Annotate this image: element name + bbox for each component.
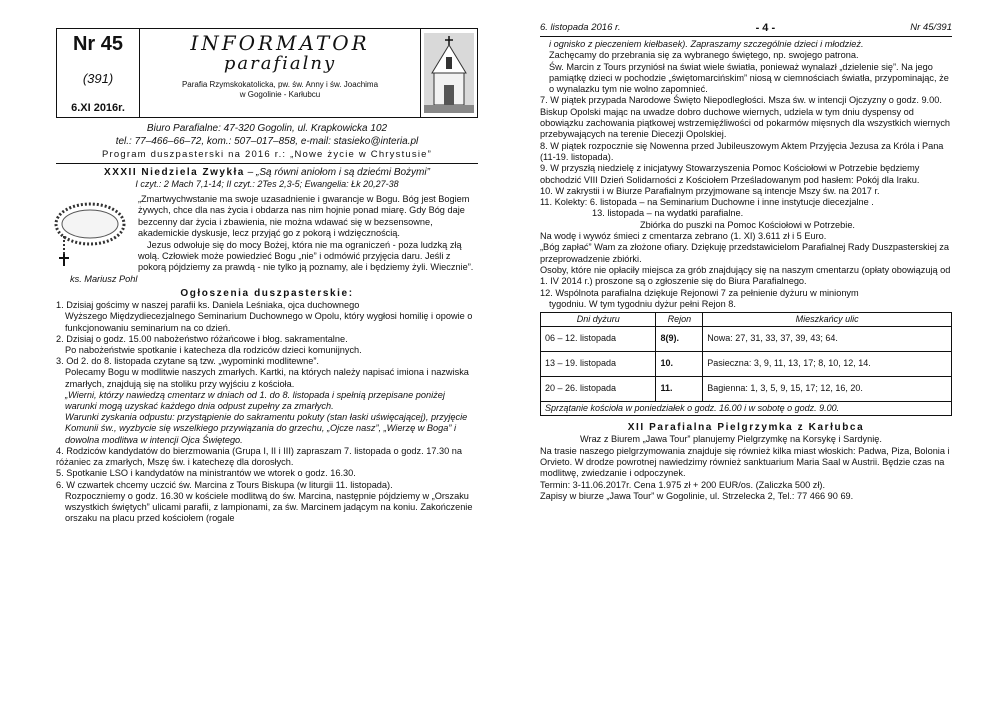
parish-name: Parafia Rzymskokatolicka, pw. św. Anny i św. Joachima bbox=[181, 80, 379, 89]
issue-number: Nr 45 bbox=[72, 33, 124, 55]
issue-box bbox=[57, 29, 140, 117]
table-header bbox=[541, 313, 952, 327]
title-box bbox=[140, 29, 420, 117]
right-page bbox=[496, 0, 992, 701]
thanks: „Bóg zapłać” Wam za złożone ofiary. Dziękuję przedstawicielom Parafialnej Rady Duszpasterskiej za przeprowadzenie zbiórki. bbox=[540, 242, 950, 264]
pilgrimage-route: Na trasie naszego pielgrzymowania znajduje się również kilka miast włoskich: Padwa, Piza, Bolonia i Orvieto. W drodze powrotnej nawiedzimy również sanktuarium Maria Saal w Austrii. Będzie czas na modlitwę, zwiedzanie i odpoczynek. bbox=[540, 445, 950, 479]
sunday-heading: XXXII Niedziela Zwykła – „Są równi aniołom i są dziećmi Bożymi” bbox=[104, 167, 430, 178]
sermon bbox=[56, 194, 478, 285]
masthead bbox=[56, 28, 478, 118]
announcement-1-detail: Wyższego Międzydiecezjalnego Seminarium Duchownego w Opolu, który wygłosi homilię i opowie o funkcjonowaniu seminarium na co dzień. bbox=[65, 311, 473, 333]
pilgrimage-signup: Zapisy w biurze „Jawa Tour” w Gogolinie, ul. Strzelecka 2, Tel.: 77 466 90 69. bbox=[540, 490, 854, 501]
grave-fees: Osoby, które nie opłaciły miejsca za grób znajdujący się na naszym cmentarzu (opłaty obowiązują od 1. IV 2014 r.) proszone są o zgłoszenie się do Biura Parafialnego. bbox=[540, 264, 951, 287]
newsletter-subtitle: parafialny bbox=[223, 53, 337, 74]
sermon-text-2: Jezus odwołuje się do mocy Bożej, która nie ma ograniczeń - poza ludzką złą wolą. Człowiek może powiedzieć Bogu „nie” i odmówić przyjęcia daru. Jeśli z pokorą pójdziemy za prawdą - nie tylko ją poznamy, ale i będziemy żyli. Wiecznie”. bbox=[138, 239, 474, 273]
collection-2: 13. listopada – na wydatki parafialne. bbox=[592, 208, 744, 219]
pilgrimage-intro: Wraz z Biurem „Jawa Tour” planujemy Pielgrzymkę na Korsykę i Sardynię. bbox=[580, 434, 882, 445]
announcement-8: 8. W piątek rozpocznie się Nowenna przed Jubileuszowym Aktem Przyjęcia Jezusa za Króla i Pana (11-19. listopada). bbox=[540, 140, 944, 162]
announcements-heading: Ogłoszenia duszpasterskie: bbox=[180, 288, 354, 300]
announcement-2-detail: Po nabożeństwie spotkanie i katecheza dla rodziców dzieci komunijnych. bbox=[65, 345, 362, 356]
collection-3: Zbiórka do puszki na Pomoc Kościołowi w Potrzebie. bbox=[640, 219, 855, 230]
announcement-7: 7. W piątek przypada Narodowe Święto Niepodległości. Msza św. w intencji Ojczyzny o godz. 9.00. Biskup Opolski mając na uwadze dobro duchowe wiernych, udziela w tym dniu dyspensy od obowiązku zachowania piątkowej wstrzemięźliwości od pokarmów mięsnych dla wszystkich wiernych przebywających na terenie Diecezji Opolskiej. bbox=[540, 95, 951, 140]
announcement-1: 1. Dzisiaj gościmy w naszej parafii ks. Daniela Leśniaka, ojca duchownego bbox=[56, 300, 360, 311]
continuation-3: Św. Marcin z Tours przyniósł na świat wiele światła, ponieważ wynalazł „dzielenie się”. Na jego pamiątkę dzieci w pochodzie „świętomarcińskim” niosą w ciemnościach światła, przypominając, że o wynalazku tym nie wolno zapomnieć. bbox=[549, 61, 949, 95]
announcement-6-detail: Rozpoczniemy o godz. 16.30 w kościele modlitwą do św. Marcina, następnie pójdziemy w „Orszaku wszystkich świętych” ulicami parafii, z lampionami, za św. Marcinem jadącym na koniu. Zakończenie orszaku na placu przed kościołem (rogale bbox=[65, 490, 473, 524]
table-footer-row bbox=[541, 402, 952, 416]
announcement-3-indulgence: „Wierni, którzy nawiedzą cmentarz w dniach od 1. do 8. listopada i spełnią przepisane poniżej warunki mogą uzyskać każdego dnia odpust zupełny za zmarłych. bbox=[65, 389, 445, 412]
readings: I czyt.: 2 Mach 7,1-14; II czyt.: 2Tes 2,3-5; Ewangelia: Łk 20,27-38 bbox=[135, 179, 399, 189]
sermon-text: „Zmartwychwstanie ma swoje uzasadnienie i gwarancje w Bogu. Bóg jest Bogiem żywych, chce dla nas życia i obdarza nas nim hojnie ponad miarę. Gdy Bóg daje bezcenny dar życia i zbawienia, nie można wdawać się w bezsensowne, akademickie dyskusje, lecz przyjąć go z pokorą i wdzięcznością. bbox=[138, 194, 470, 239]
column-header-days: Dni dyżuru bbox=[541, 313, 656, 327]
cell-days: 20 – 26. listopada bbox=[541, 377, 656, 402]
announcement-4: 4. Rodziców kandydatów do bierzmowania (Grupa I, II i III) zapraszam 7. listopada o godz. 17.30 na różaniec za zmarłych, Mszę św. i katechezę dla dorosłych. bbox=[56, 445, 462, 468]
table-row bbox=[541, 352, 952, 377]
announcement-10: 10. W zakrystii i w Biurze Parafialnym przyjmowane są intencje Mszy św. na 2017 r. bbox=[540, 185, 880, 196]
cell-region: 10. bbox=[656, 352, 703, 377]
church-icon bbox=[424, 33, 474, 113]
cell-region: 11. bbox=[656, 377, 703, 402]
sermon-author: ks. Mariusz Pohl bbox=[70, 273, 138, 284]
newsletter-title: INFORMATOR bbox=[190, 31, 370, 55]
right-content bbox=[540, 39, 952, 502]
page-header bbox=[540, 22, 952, 37]
continuation: i ognisko z pieczeniem kiełbasek). Zapraszamy szczególnie dzieci i młodzież. bbox=[549, 39, 864, 49]
sunday-title: XXXII Niedziela Zwykła bbox=[104, 167, 245, 178]
sunday-quote: „Są równi aniołom i są dziećmi Bożymi” bbox=[256, 167, 430, 178]
page-issue: Nr 45/391 bbox=[910, 22, 952, 33]
rosary-icon bbox=[50, 196, 134, 268]
announcement-6: 6. W czwartek chcemy uczcić św. Marcina z Tours Biskupa (w liturgii 11. listopada). bbox=[56, 479, 393, 490]
cell-streets: Nowa: 27, 31, 33, 37, 39, 43; 64. bbox=[703, 327, 952, 352]
table-row bbox=[541, 377, 952, 402]
pilgrimage-date-price: Termin: 3-11.06.2017r. Cena 1.975 zł + 200 EUR/os. (Zaliczka 500 zł). bbox=[540, 479, 826, 490]
page-number: - 4 - bbox=[755, 22, 776, 34]
announcement-2: 2. Dzisiaj o godz. 15.00 nabożeństwo różańcowe i błog. sakramentalne. bbox=[56, 333, 348, 344]
announcement-3: 3. Od 2. do 8. listopada czytane są tzw. „wypominki modlitewne”. bbox=[56, 356, 319, 367]
announcements bbox=[56, 300, 478, 524]
column-header-streets: Mieszkańcy ulic bbox=[703, 313, 952, 327]
announcement-9: 9. W przyszłą niedzielę z inicjatywy Stowarzyszenia Pomoc Kościołowi w Potrzebie będziemy obchodzić VIII Dzień Solidarności z Kościołem Prześladowanym pod hasłem: Pokój dla Iraku. bbox=[540, 163, 920, 185]
table-row bbox=[541, 327, 952, 352]
cell-streets: Bagienna: 1, 3, 5, 9, 15, 17; 12, 16, 20. bbox=[703, 377, 952, 402]
announcement-11: 11. Kolekty: 6. listopada – na Seminarium Duchowne i inne instytucje diecezjalne . bbox=[540, 197, 874, 208]
collection-result: Na wodę i wywóz śmieci z cmentarza zebrano (1. XI) 3.611 zł i 5 Euro. bbox=[540, 231, 827, 242]
issue-date: 6.XI 2016r. bbox=[71, 102, 125, 114]
office-address: Biuro Parafialne: 47-320 Gogolin, ul. Krapkowicka 102 bbox=[146, 123, 388, 134]
cell-region: 8(9). bbox=[656, 327, 703, 352]
parish-location: w Gogolinie - Karłubcu bbox=[239, 90, 321, 99]
duty-table bbox=[540, 312, 952, 416]
announcement-12: 12. Wspólnota parafialna dziękuje Rejonowi 7 za pełnienie dyżuru w minionym bbox=[540, 287, 859, 298]
cleaning-note: Sprzątanie kościoła w poniedziałek o godz. 16.00 i w sobotę o godz. 9.00. bbox=[541, 402, 952, 416]
pastoral-program: Program duszpasterski na 2016 r.: „Nowe życie w Chrystusie” bbox=[56, 148, 478, 164]
pilgrimage-heading: XII Parafialna Pielgrzymka z Karłubca bbox=[627, 422, 865, 434]
office-contact: tel.: 77–466–66–72, kom.: 507–017–858, e-mail: stasieko@interia.pl bbox=[115, 136, 419, 147]
announcement-5: 5. Spotkanie LSO i kandydatów na ministrantów we wtorek o godz. 16.30. bbox=[56, 468, 356, 479]
cell-days: 13 – 19. listopada bbox=[541, 352, 656, 377]
continuation-2: Zachęcamy do przebrania się za wybranego świętego, np. swojego patrona. bbox=[549, 50, 859, 61]
cell-streets: Pasieczna: 3, 9, 11, 13, 17; 8, 10, 12, 14. bbox=[703, 352, 952, 377]
column-header-region: Rejon bbox=[656, 313, 703, 327]
announcement-12-detail: tygodniu. W tym tygodniu dyżur pełni Rejon 8. bbox=[549, 298, 736, 309]
church-image bbox=[420, 29, 477, 117]
issue-sequence: (391) bbox=[82, 71, 114, 86]
announcement-3-conditions: Warunki zyskania odpustu: przystąpienie do sakramentu pokuty (stan łaski uświęcającej), przyjęcie Komunii św., wyzbycie się wszelkiego przywiązania do grzechu, „Ojcze nasz”, „Wierzę w Boga” i dowolna modlitwa w intencji Ojca Świętego. bbox=[65, 412, 468, 445]
page-date: 6. listopada 2016 r. bbox=[540, 22, 621, 33]
cell-days: 06 – 12. listopada bbox=[541, 327, 656, 352]
announcement-3-detail: Polecamy Bogu w modlitwie naszych zmarłych. Kartki, na których należy napisać imiona i nazwiska zmarłych, znajdują się na stoliku przy wyjściu z kościoła. bbox=[65, 367, 469, 389]
